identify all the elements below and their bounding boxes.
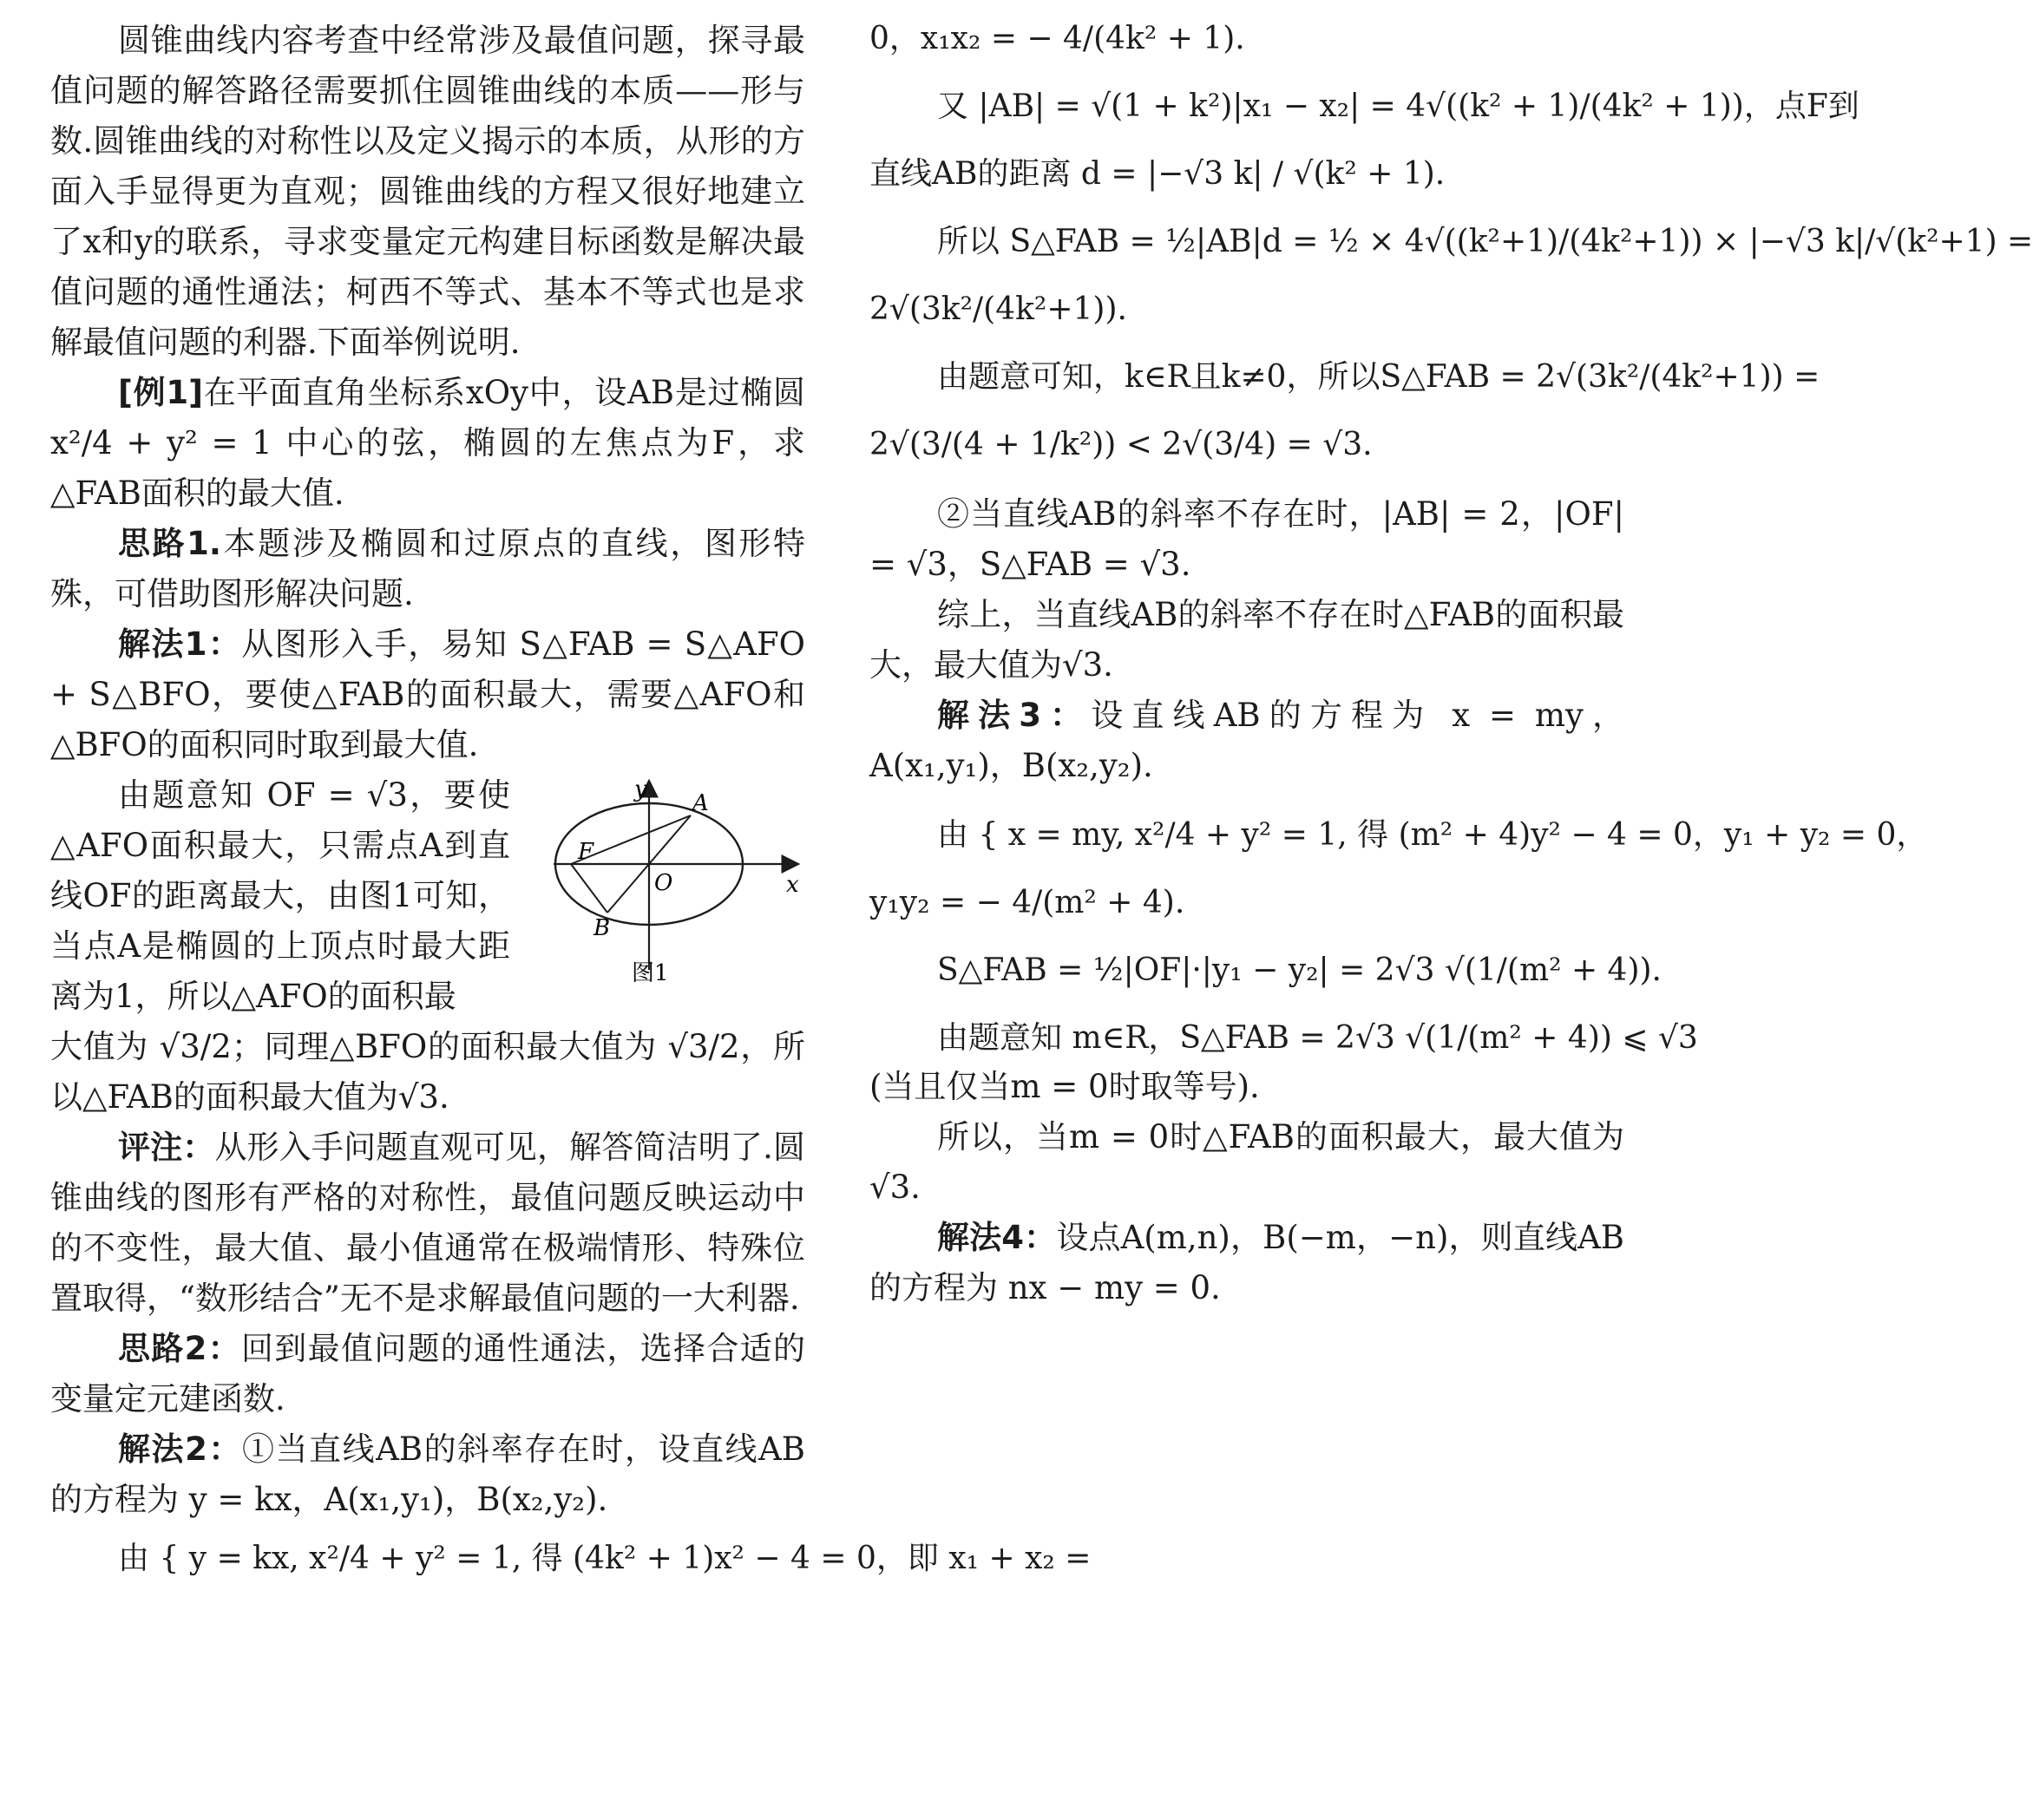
solution-3 [869, 691, 1624, 791]
example-label: [例1] [118, 374, 204, 411]
figure-caption: 图1 [632, 960, 669, 986]
solution-1-text: 从图形入手，易知 S△FAB = S△AFO + S△BFO，要使△FAB的面积最大，需要△AFO和△BFO的面积同时取到最大值. [50, 625, 805, 763]
label-y: y [634, 776, 647, 802]
figure-block [50, 770, 805, 1022]
summary-3: 所以，当m = 0时△FAB的面积最大，最大值为√3. [869, 1118, 1624, 1206]
summary-2: 综上，当直线AB的斜率不存在时△FAB的面积最大，最大值为√3. [869, 596, 1624, 684]
solution-4 [869, 1213, 1624, 1313]
solution-1-label: 解法1： [118, 625, 242, 663]
label-O: O [654, 870, 673, 896]
solution-4-text: 设点A(m,n)，B(−m，−n)，则直线AB的方程为 nx − my = 0. [869, 1219, 1625, 1306]
solution-2-system: 由 { y = kx, x²/4 + y² = 1, 得 (4k² + 1)x² − 4 = 0，即 x₁ + x₂ = [118, 1541, 1092, 1576]
eq-bound: 2√(3/(4 + 1/k²)) < 2√(3/4) = √3. [869, 427, 1373, 462]
eq-y-product: y₁y₂ = − 4/(m² + 4). [869, 885, 1185, 920]
remark [50, 1123, 805, 1324]
ellipse-figure [536, 770, 814, 996]
remark-label: 评注： [118, 1129, 215, 1166]
example-1 [50, 368, 805, 519]
label-x: x [786, 872, 799, 898]
right-column [869, 16, 2033, 1313]
solution-1-detail: 由题意知 OF = √3，要使△AFO面积最大，只需点A到直线OF的距离最大，由图1可知，当点A是椭圆的上顶点时最大距离为1，所以△AFO的面积最 [50, 776, 510, 1015]
solution-3-text: 设直线AB的方程为 x = my，A(x₁,y₁)，B(x₂,y₂). [869, 697, 1624, 784]
solution-2-label: 解法2： [118, 1430, 242, 1468]
eq-product: 0，x₁x₂ = − 4/(4k² + 1). [869, 21, 1245, 56]
solution-1-continued: 大值为 √3/2；同理△BFO的面积最大值为 √3/2，所以△FAB的面积最大值为√3. [50, 1028, 805, 1116]
idea-2 [50, 1324, 805, 1424]
segment-FB [571, 864, 607, 913]
equality-condition: (当且仅当m = 0时取等号). [869, 1068, 1260, 1105]
label-A: A [692, 790, 709, 816]
intro-paragraph: 圆锥曲线内容考查中经常涉及最值问题，探寻最值问题的解答路径需要抓住圆锥曲线的本质——形与数.圆锥曲线的对称性以及定义揭示的本质，从形的方面入手显得更为直观；圆锥曲线的方程又很好地建立了x和y的联系，寻求变量定元构建目标函数是解决最值问题的通性通法；柯西不等式、基本不等式也是求解最值问题的利器.下面举例说明. [50, 22, 805, 361]
solution-3-label: 解法3： [937, 697, 1092, 734]
label-F: F [578, 839, 594, 865]
idea-2-text: 回到最值问题的通性通法，选择合适的变量定元建函数. [50, 1330, 805, 1417]
idea-1-label: 思路1. [118, 525, 221, 562]
eq-area-m: S△FAB = ½|OF|·|y₁ − y₂| = 2√3 √(1/(m² + 4)). [937, 953, 1662, 988]
solution-2-text: ①当直线AB的斜率存在时，设直线AB的方程为 y = kx，A(x₁,y₁)，B(x₂,y₂). [50, 1430, 806, 1518]
eq-area: 所以 S△FAB = ½|AB|d = ½ × 4√((k²+1)/(4k²+1)) × |−√3 k|/√(k²+1) = [937, 224, 2033, 259]
solution-4-label: 解法4： [937, 1219, 1057, 1256]
solution-3-system: 由 { x = my, x²/4 + y² = 1, 得 (m² + 4)y² − 4 = 0，y₁ + y₂ = 0， [937, 817, 1928, 853]
eq-area-bound-m: 由题意知 m∈R，S△FAB = 2√3 √(1/(m² + 4)) ⩽ √3 [937, 1020, 1698, 1056]
figure-1 [536, 770, 814, 996]
idea-2-label: 思路2： [118, 1330, 241, 1367]
eq-chord-length: 又 |AB| = √(1 + k²)|x₁ − x₂| = 4√((k² + 1)/(4k² + 1))，点F到 [937, 88, 1859, 124]
label-B: B [594, 915, 611, 941]
solution-1 [50, 619, 805, 770]
eq-distance: 直线AB的距离 d = |−√3 k| / √(k² + 1). [869, 156, 1446, 192]
eq-k-range: 由题意可知，k∈R且k≠0，所以S△FAB = 2√(3k²/(4k²+1)) = [937, 359, 1820, 395]
example-text: 在平面直角坐标系xOy中，设AB是过椭圆 x²/4 + y² = 1 中心的弦，椭圆的左焦点为F，求△FAB面积的最大值. [50, 374, 805, 512]
case-2: ②当直线AB的斜率不存在时，|AB| = 2，|OF| = √3，S△FAB = √3. [869, 495, 1624, 583]
remark-text: 从形入手问题直观可见，解答简洁明了.圆锥曲线的图形有严格的对称性，最值问题反映运动中的不变性，最大值、最小值通常在极端情形、特殊位置取得，“数形结合”无不是求解最值问题的一大利器. [50, 1129, 806, 1317]
solution-2 [50, 1424, 805, 1525]
idea-1 [50, 519, 805, 619]
eq-area-simplified: 2√(3k²/(4k²+1)). [869, 291, 1127, 327]
idea-1-text: 本题涉及椭圆和过原点的直线，图形特殊，可借助图形解决问题. [50, 525, 805, 612]
